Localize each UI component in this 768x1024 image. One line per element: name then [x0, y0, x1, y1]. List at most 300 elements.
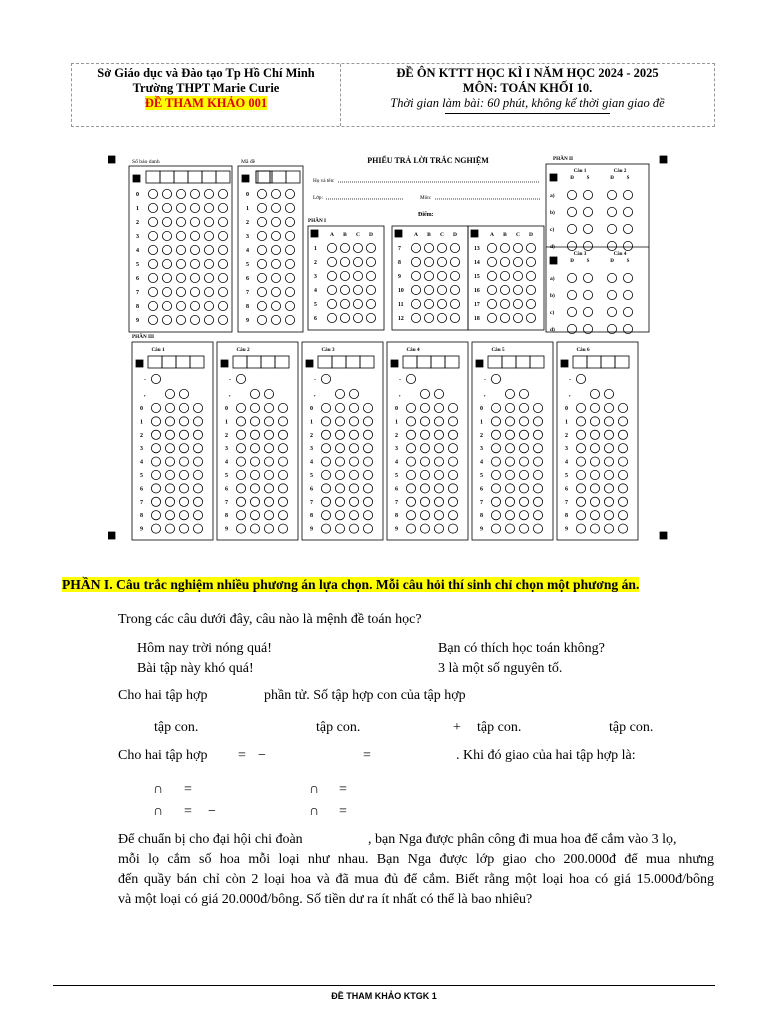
so-bao-danh-marker [133, 175, 140, 182]
part3-column [472, 342, 553, 540]
digit-label: 6 [565, 486, 568, 493]
part2-bubble [607, 273, 616, 282]
part1-bubble [450, 299, 459, 308]
part3-bubble [491, 497, 500, 506]
part3-bubble [505, 484, 514, 493]
ma-de-bubble [285, 315, 294, 324]
part3-bubble [165, 444, 174, 453]
comma-bubble [250, 389, 259, 398]
id-bubble [176, 301, 185, 310]
part3-bubble [264, 484, 273, 493]
part2-marker [550, 257, 557, 264]
part2-row-label: a) [550, 193, 555, 199]
ma-de-bubble [271, 315, 280, 324]
part3-bubble [434, 484, 443, 493]
id-bubble [190, 259, 199, 268]
part1-bubble [526, 313, 535, 322]
id-bubble [218, 231, 227, 240]
q3-minus: − [258, 748, 266, 763]
part3-cau-label: Câu 6 [576, 347, 590, 353]
part3-bubble [434, 417, 443, 426]
part3-bubble [151, 497, 160, 506]
part2-bubble [567, 224, 576, 233]
part3-bubble [604, 470, 613, 479]
part2-bubble [623, 224, 632, 233]
subject-line: MÔN: TOÁN KHỐI 10. [462, 81, 593, 95]
part3-bubble [604, 417, 613, 426]
digit-label: 2 [140, 432, 143, 439]
comma-bubble [165, 389, 174, 398]
comma-bubble [590, 389, 599, 398]
part1-bubble [327, 243, 336, 252]
part3-bubble [604, 511, 613, 520]
part2-bubble [623, 273, 632, 282]
part3-cell [573, 356, 587, 368]
part1-bubble [437, 299, 446, 308]
part3-bubble [349, 497, 358, 506]
question-number: 17 [474, 302, 480, 308]
part3-cell [176, 356, 190, 368]
part3-bubble [193, 511, 202, 520]
q3-stem-a: Cho hai tập hợp [118, 748, 208, 763]
part1-bubble [487, 243, 496, 252]
id-digit-cell [202, 171, 216, 183]
part1-bubble [500, 243, 509, 252]
part3-cell [431, 356, 445, 368]
part3-bubble [193, 430, 202, 439]
phan2-label: PHẦN II [553, 156, 574, 162]
ds-label: Đ [570, 259, 574, 264]
part1-bubble [366, 313, 375, 322]
part3-bubble [363, 444, 372, 453]
part3-cell [502, 356, 516, 368]
digit-label: 8 [310, 513, 313, 520]
ma-de-bubble [257, 287, 266, 296]
part3-bubble [576, 417, 585, 426]
ma-de-bubble [271, 245, 280, 254]
part3-bubble [491, 403, 500, 412]
ho-ten-label: Họ và tên: [313, 178, 335, 184]
part1-bubble [500, 285, 509, 294]
part3-bubble [335, 457, 344, 466]
part1-bubble [526, 243, 535, 252]
part1-bubble [353, 285, 362, 294]
part3-column [387, 342, 468, 540]
part3-bubble [179, 497, 188, 506]
part3-bubble [590, 444, 599, 453]
part2-bubble [623, 290, 632, 299]
part3-bubble [590, 417, 599, 426]
comma-bubble [519, 389, 528, 398]
digit-label: 7 [565, 499, 568, 506]
part1-bubble [411, 299, 420, 308]
part1-bubble [500, 299, 509, 308]
part3-bubble [264, 457, 273, 466]
id-digit-cell [160, 171, 174, 183]
part3-bubble [434, 511, 443, 520]
comma-bubble [604, 389, 613, 398]
part3-bubble [604, 484, 613, 493]
part1-bubble [353, 313, 362, 322]
part3-marker [561, 360, 568, 367]
ds-label: S [586, 176, 590, 181]
minus-row-label: - [399, 377, 401, 383]
time-line: Thời gian làm bài: 60 phút, không kể thời gian giao đề [390, 96, 665, 110]
part2-row-label: a) [550, 276, 555, 282]
part3-bubble [604, 430, 613, 439]
id-bubble [218, 315, 227, 324]
part3-bubble [533, 457, 542, 466]
comma-bubble [420, 389, 429, 398]
part1-bubble [487, 313, 496, 322]
timing-mark [660, 532, 667, 539]
part1-bubble [487, 285, 496, 294]
digit-label: 8 [225, 513, 228, 520]
digit-label: 9 [565, 526, 568, 533]
minus-row-label: - [229, 377, 231, 383]
answer-sheet [108, 150, 670, 550]
part3-bubble [434, 403, 443, 412]
part3-bubble [519, 511, 528, 520]
digit-label: 1 [480, 419, 483, 426]
part3-bubble [533, 524, 542, 533]
digit-label: 9 [140, 526, 143, 533]
lop-label: Lớp: [313, 195, 323, 201]
part3-bubble [576, 497, 585, 506]
digit-label: 3 [310, 446, 313, 453]
part3-bubble [179, 417, 188, 426]
timing-mark [660, 156, 667, 163]
part3-bubble [505, 524, 514, 533]
part3-bubble [151, 417, 160, 426]
ma-de-bubble [257, 189, 266, 198]
id-bubble [190, 301, 199, 310]
part2-bubble [583, 207, 592, 216]
abcd-label: B [343, 232, 347, 238]
q2-stem-a: Cho hai tập hợp [118, 688, 208, 703]
part3-bubble [491, 457, 500, 466]
id-bubble [148, 189, 157, 198]
abcd-label: A [490, 232, 494, 238]
part2-bubble [607, 241, 616, 250]
part3-bubble [179, 457, 188, 466]
part3-cell [233, 356, 247, 368]
id-digit-cell [146, 171, 160, 183]
part3-bubble [250, 417, 259, 426]
part3-bubble [264, 511, 273, 520]
part3-bubble [576, 444, 585, 453]
question-number: 1 [314, 246, 317, 252]
digit-label: 3 [140, 446, 143, 453]
school-name: Trường THPT Marie Curie [132, 81, 280, 95]
part3-bubble [179, 444, 188, 453]
part3-column [217, 342, 298, 540]
abcd-label: B [427, 232, 431, 238]
part3-bubble [420, 430, 429, 439]
part1-bubble [424, 285, 433, 294]
part3-bubble [604, 524, 613, 533]
part2-cau-label: Câu 2 [613, 169, 627, 174]
part3-cell [403, 356, 417, 368]
part3-bubble [236, 484, 245, 493]
id-bubble [162, 217, 171, 226]
part3-bubble [151, 457, 160, 466]
part3-bubble [576, 524, 585, 533]
digit-label: 9 [310, 526, 313, 533]
id-bubble [176, 217, 185, 226]
digit-label: 5 [225, 473, 228, 479]
timing-mark [108, 156, 115, 163]
part2-bubble [583, 307, 592, 316]
part1-bubble [353, 243, 362, 252]
ma-de-bubble [271, 189, 280, 198]
part2-marker [550, 174, 557, 181]
ma-de-bubble [257, 245, 266, 254]
id-bubble [148, 245, 157, 254]
part3-cell [417, 356, 431, 368]
ma-de-bubble [271, 287, 280, 296]
digit-label: 3 [225, 446, 228, 453]
part3-cau-label: Câu 5 [491, 347, 505, 353]
ma-de-bubble [271, 203, 280, 212]
part1-bubble [327, 271, 336, 280]
part3-marker [476, 360, 483, 367]
phan3-label: PHẦN III [132, 334, 155, 340]
part1-bubble [500, 271, 509, 280]
digit-label: 0 [136, 192, 139, 198]
part3-bubble [491, 417, 500, 426]
part2-bubble [583, 241, 592, 250]
part1-bubble [366, 299, 375, 308]
digit-label: 7 [246, 290, 249, 296]
ds-label: S [586, 259, 590, 264]
header-left [72, 66, 340, 111]
part3-bubble [151, 524, 160, 533]
part3-bubble [420, 511, 429, 520]
part3-bubble [278, 430, 287, 439]
ma-de-bubble [257, 217, 266, 226]
part1-bubble [366, 257, 375, 266]
part1-bubble [450, 243, 459, 252]
part3-bubble [420, 417, 429, 426]
question-number: 14 [474, 260, 480, 266]
part3-bubble [519, 484, 528, 493]
part3-bubble [278, 470, 287, 479]
part2-row-label: d) [550, 327, 555, 333]
part3-bubble [321, 524, 330, 533]
part3-bubble [321, 470, 330, 479]
abcd-label: D [369, 232, 373, 238]
ma-de-bubble [257, 301, 266, 310]
part3-bubble [264, 470, 273, 479]
part1-bubble [513, 271, 522, 280]
part3-bubble [349, 511, 358, 520]
part3-cell [318, 356, 332, 368]
part2-row-label: c) [550, 227, 555, 233]
part3-bubble [278, 457, 287, 466]
comma-bubble [335, 389, 344, 398]
digit-label: 2 [136, 220, 139, 226]
part1-bubble [366, 243, 375, 252]
part3-cell [190, 356, 204, 368]
part3-cell [587, 356, 601, 368]
digit-label: 3 [395, 446, 398, 453]
q4-line3: đến quầy bán chỉ còn 2 loại hoa và đã mua đủ để cắm. Biết rằng một loại hoa có giá 15.000đ/bông [118, 872, 714, 887]
part3-cell [346, 356, 360, 368]
digit-label: 0 [140, 406, 143, 412]
q2-stem-b: phần tử. Số tập hợp con của tập hợp [264, 688, 466, 703]
part3-cau-label: Câu 2 [236, 347, 250, 353]
q3-b-cap: ∩ [309, 782, 320, 797]
id-bubble [176, 315, 185, 324]
part3-bubble [505, 430, 514, 439]
id-bubble [218, 245, 227, 254]
part1-bubble [437, 271, 446, 280]
minus-row-label: - [144, 377, 146, 383]
part1-column [308, 226, 384, 330]
part3-bubble [363, 417, 372, 426]
exam-code-label: ĐỀ THAM KHẢO 001 [144, 96, 268, 110]
part3-column [557, 342, 638, 540]
part3-bubble [420, 497, 429, 506]
digit-label: 4 [136, 248, 139, 254]
part3-bubble [321, 403, 330, 412]
part3-bubble [236, 417, 245, 426]
part3-bubble [363, 403, 372, 412]
part3-cau-label: Câu 3 [321, 347, 335, 353]
part3-bubble [179, 484, 188, 493]
question-number: 9 [398, 274, 401, 280]
abcd-label: C [356, 232, 360, 238]
part1-bubble [513, 313, 522, 322]
part1-bubble [526, 285, 535, 294]
digit-label: 5 [480, 473, 483, 479]
part3-bubble [349, 403, 358, 412]
part3-bubble [406, 403, 415, 412]
id-bubble [218, 217, 227, 226]
part3-bubble [434, 470, 443, 479]
ds-label: S [626, 259, 630, 264]
id-bubble [162, 189, 171, 198]
ma-de-bubble [285, 287, 294, 296]
id-bubble [148, 217, 157, 226]
ds-label: Đ [570, 176, 574, 181]
timing-mark [108, 532, 115, 539]
ma-de-marker [242, 175, 249, 182]
id-bubble [204, 245, 213, 254]
digit-label: 8 [395, 513, 398, 520]
id-bubble [176, 287, 185, 296]
id-bubble [148, 259, 157, 268]
part1-bubble [411, 243, 420, 252]
header-box [71, 63, 715, 127]
part3-bubble [278, 497, 287, 506]
part3-bubble [321, 417, 330, 426]
part1-bubble [340, 299, 349, 308]
id-digit-cell [174, 171, 188, 183]
part3-bubble [505, 457, 514, 466]
part3-bubble [519, 417, 528, 426]
digit-label: 9 [136, 318, 139, 324]
part3-bubble [363, 470, 372, 479]
digit-label: 9 [395, 526, 398, 533]
part3-bubble [236, 403, 245, 412]
part1-bubble [500, 313, 509, 322]
part3-marker [306, 360, 313, 367]
q3-c-minus: − [208, 804, 216, 819]
ma-de-bubble [271, 231, 280, 240]
id-bubble [162, 203, 171, 212]
part3-bubble [519, 430, 528, 439]
digit-label: 0 [480, 406, 483, 412]
id-bubble [190, 231, 199, 240]
part3-bubble [406, 497, 415, 506]
part3-bubble [519, 470, 528, 479]
part3-bubble [179, 470, 188, 479]
id-bubble [162, 315, 171, 324]
part3-bubble [236, 430, 245, 439]
part1-bubble [437, 313, 446, 322]
q3-b-eq: = [339, 782, 347, 797]
part3-bubble [604, 403, 613, 412]
digit-label: 0 [246, 192, 249, 198]
digit-label: 0 [310, 406, 313, 412]
part3-bubble [335, 417, 344, 426]
id-bubble [176, 273, 185, 282]
part1-bubble [437, 257, 446, 266]
id-bubble [148, 315, 157, 324]
digit-label: 1 [395, 419, 398, 426]
digit-label: 2 [395, 432, 398, 439]
part3-cell [615, 356, 629, 368]
part3-bubble [321, 444, 330, 453]
part3-bubble [321, 457, 330, 466]
id-bubble [204, 203, 213, 212]
part3-bubble [151, 403, 160, 412]
so-bao-danh-label: Số báo danh [132, 159, 160, 165]
digit-label: 2 [480, 432, 483, 439]
part3-bubble [576, 403, 585, 412]
part3-bubble [165, 497, 174, 506]
part3-bubble [519, 457, 528, 466]
id-bubble [176, 259, 185, 268]
digit-label: 8 [140, 513, 143, 520]
digit-label: 1 [136, 206, 139, 212]
part1-bubble [411, 271, 420, 280]
part1-column [392, 226, 468, 330]
abcd-label: D [529, 232, 533, 238]
part3-bubble [420, 524, 429, 533]
ma-de-bubble [257, 259, 266, 268]
part3-bubble [533, 511, 542, 520]
question-number: 3 [314, 274, 317, 280]
diem-label: Điểm: [418, 212, 434, 218]
part1-bubble [340, 271, 349, 280]
part3-bubble [264, 444, 273, 453]
part3-bubble [406, 444, 415, 453]
part3-bubble [250, 524, 259, 533]
digit-label: 8 [565, 513, 568, 520]
answer-sheet-svg [108, 150, 670, 550]
part1-bubble [513, 243, 522, 252]
part1-bubble [500, 257, 509, 266]
part3-cau-label: Câu 4 [406, 347, 420, 353]
q2-option-d: tập con. [609, 720, 654, 735]
part3-bubble [491, 470, 500, 479]
question-number: 7 [398, 246, 401, 252]
part3-bubble [335, 444, 344, 453]
part3-cell [601, 356, 615, 368]
